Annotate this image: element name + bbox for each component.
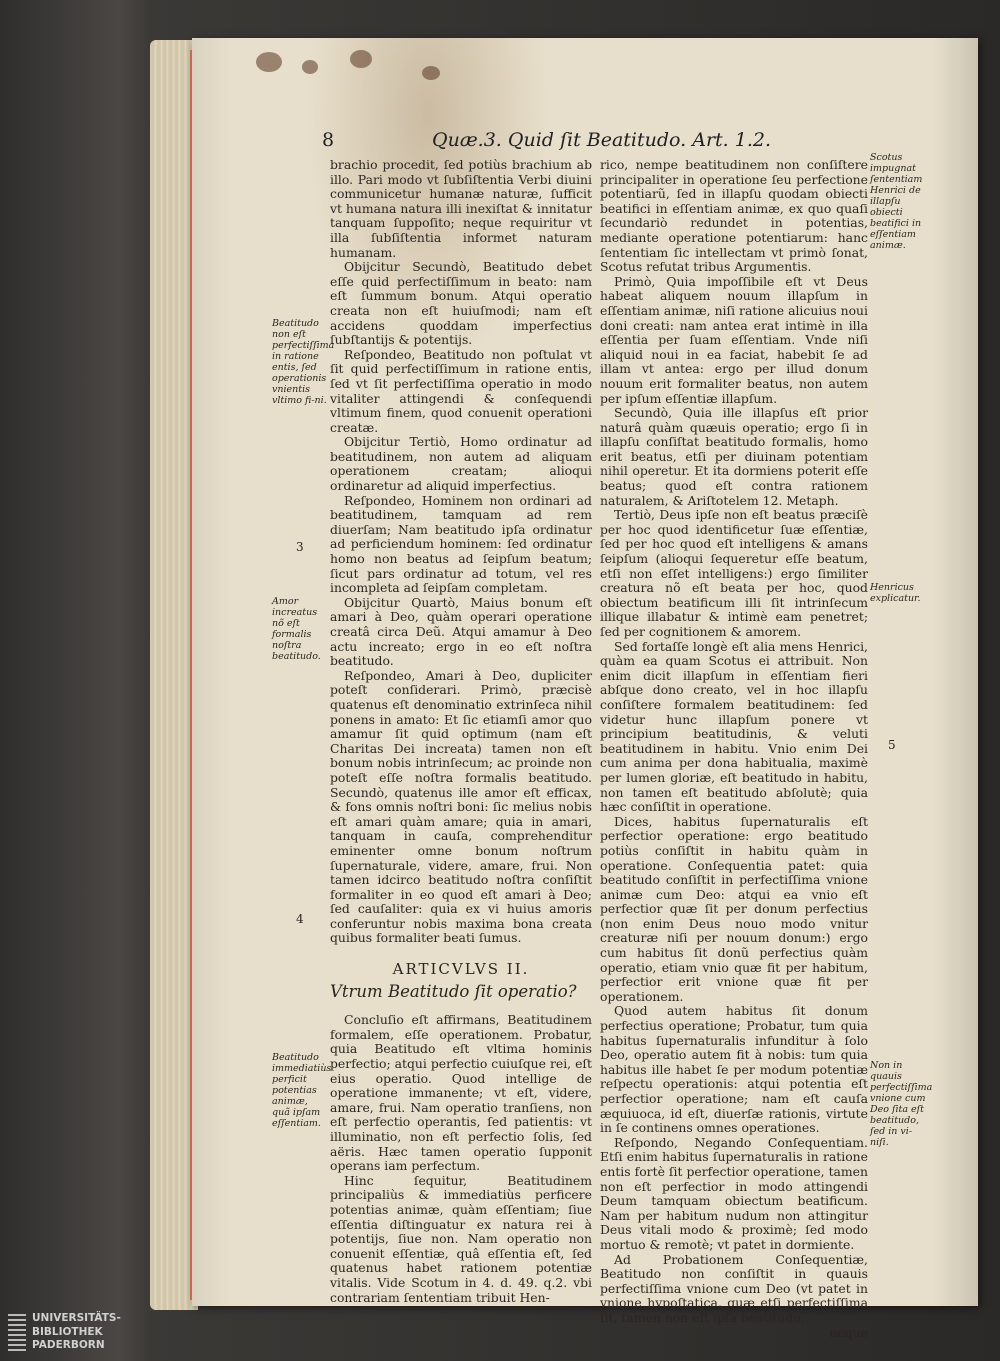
paragraph: Reſpondeo, Amari à Deo, dupliciter poteſt conſiderari. Primò, præcisè quatenus eſt denominatio extrinſeca nihil ponens in amato: Et ſic etiamſi amor quo amamur ſit quid optimum (nam eſt Charitas Dei increata) tamen non eſt bonum nobis intrinſecum; ac proinde non poteſt eſſe noſtra formalis beatitudo. Secundò, quatenus ille amor eſt efficax, & fons omnis noſtri boni: ſic melius nobis eſt amari quàm amare; quia in amari, tanquam in cauſa, comprehenditur eminenter omne bonum noſtrum ſupernaturale, videre, amare, frui. Non tamen idcirco beatitudo noſtra conſiſtit formaliter in eo quod eſt amari à Deo; ſed cauſaliter: quia ex vi huius amoris conferuntur nobis maxima bona creata quibus formaliter beati ſumus. [330,667,592,946]
ink-stain [256,52,282,72]
paragraph: Quod autem habitus ſit donum perfectius operatione; Probatur, tum quia habitus ſupernaturalis infunditur à ſolo Deo, operatio autem fit à nobis: tum quia habitus ille habet ſe per modum potentiæ reſpectu operationis: atqui potentia eſt perfectior operatione; nam eſt cauſa æquiuoca, id eſt, diuerſæ rationis, virtute in ſe continens omnes operationes. [600,1003,868,1136]
paragraph: Dices, habitus ſupernaturalis eſt perfectior operatione: ergo beatitudo potiùs conſiſtit in habitu quàm in operatione. Conſequentia patet: quia beatitudo conſiſtit in perfectiſſima vnione animæ cum Deo: atqui ea vnio eſt perfectior quæ ſit per donum perfectius (non enim Deus nouo modo vnitur creaturæ niſi per nouum donum:) ergo cum habitus ſit donũ perfectius quàm operatio, etiam vnio quæ fit per habitum, perfectior erit vnione quæ fit per operationem. [600,813,868,1004]
page-title: Quæ.3. Quid ſit Beatitudo. Art. 1.2. [432,129,771,151]
library-name-line: BIBLIOTHEK [32,1325,103,1338]
margin-number: 4 [296,912,304,926]
left-column [330,158,592,1305]
library-name-line: PADERBORN [32,1339,105,1351]
paragraph: brachio procedit, ſed potiùs brachium ab illo. Pari modo vt ſubſiſtentia Verbi diuini communicetur humanæ naturæ, ſufficit vt humana natura illi inexiſtat & innitatur tanquam ſuppoſito; neque requiritur vt illa ſubſiſtentia informet naturam humanam. [330,157,592,260]
margin-number: 3 [296,540,304,554]
margin-note-right: Non in quauis perfectiſſima vnione cum Deo ſita eſt beatitudo, ſed in vi-niſi. [870,1060,933,1148]
library-logo-icon [8,1314,26,1354]
paragraph: Reſpondo, Negando Conſequentiam. Etſi enim habitus ſupernaturalis in ratione entis fortè ſit perfectior operatione, tamen non eſt perfectior in modo attingendi Deum tamquam obiectum beatificum. Nam per habitum nudum non attingitur Deus vitali modo & proximè; ſed modo mortuo & remotè; vt patet in dormiente. [600,1134,868,1252]
catchword: neque [829,1324,868,1340]
library-name-line: UNIVERSITÄTS- [32,1312,121,1324]
library-logo [8,1312,148,1357]
red-edge-line [190,50,192,1300]
margin-note-left: Beatitudo non eſt perfectiſſima in ratione entis, ſed operationis vnientis vltimo fi-ni. [272,318,335,406]
margin-note-left: Amor increatus nõ eſt formalis noſtra beatitudo. [272,596,321,662]
margin-note-right: Scotus impugnat ſententiam Henrici de illapſu obiecti beatifici in eſſentiam animæ. [870,152,923,251]
ink-stain [422,66,440,80]
paragraph: Obijcitur Tertiò, Homo ordinatur ad beatitudinem, non autem ad aliquam operationem creatam; alioqui ordinaretur ad aliquid imperfectius. [330,434,592,494]
ink-stain [302,60,318,74]
paragraph: Ad Probationem Conſequentiæ, Beatitudo non conſiſtit in quauis perfectiſſima vnione cum Deo (vt patet in vnione hypoſtatica, quæ etſi perfectiſſima ſit, tamen non eſt ipſa beatitudo; [600,1251,868,1325]
page-number: 8 [322,129,335,151]
paragraph: Secundò, Quia ille illapſus eſt prior naturâ quàm quæuis operatio; ergo ſi in illapſu conſiſtat beatitudo formalis, homo erit beatus, etſi per diuinam potentiam nihil operetur. Et ita dormiens poterit eſſe beatus; quod eſt contra rationem naturalem, & Ariſtotelem 12. Metaph. [600,405,868,508]
margin-number: 5 [888,738,896,752]
paragraph: Reſpondeo, Beatitudo non poſtulat vt ſit quid perfectiſſimum in ratione entis, ſed vt ſit perfectiſſima operatio in modo vitaliter attingendi & conſequendi vltimum finem, quod conuenit operationi creatæ. [330,346,592,435]
running-head [322,129,862,159]
paragraph: Obijcitur Secundò, Beatitudo debet eſſe quid perfectiſſimum in beato: nam eſt ſummum bonum. Atqui operatio creata non eſt huiuſmodi; nam eſt accidens quoddam imperfectius ſubſtantijs & potentijs. [330,259,592,348]
margin-note-left: Beatitudo immediatiùs perficit potentias animæ, quã ipſam eſſentiam. [272,1052,332,1129]
paragraph: Obijcitur Quartò, Maius bonum eſt amari à Deo, quàm operari operatione creatâ circa Deũ. Atqui amamur à Deo actu increato; ergo in eo eſt noſtra beatitudo. [330,594,592,669]
paragraph: Reſpondeo, Hominem non ordinari ad beatitudinem, tamquam ad rem diuerſam; Nam beatitudo ipſa ordinatur ad perficiendum hominem: ſed ordinatur homo non beatus ad ſeipſum beatum; ſicut pars ordinatur ad totum, vel res incompleta ad ſeipſam completam. [330,492,592,596]
ink-stain [350,50,372,68]
paragraph: Primò, Quia impoſſibile eſt vt Deus habeat aliquem nouum illapſum in eſſentiam animæ, niſi ratione alicuius noui doni creati: nam antea erat intimè in illa eſſentia per ſuam eſſentiam. Vnde niſi aliquid noui in ea faciat, habebit ſe ad illam vt antea: ergo per illud donum nouum erit formaliter beatus, non autem per ipſum eſſentiæ illapſum. [600,273,868,406]
paragraph: rico, nempe beatitudinem non conſiſtere principaliter in operatione ſeu perfectione potentiarũ, ſed in illapſu quodam obiecti beatifici in eſſentiam animæ, ex quo quaſi ſecundariò redundet in potentias, mediante operatione potentiarum: hanc ſententiam ſic intellectam vt primò ſonat, Scotus refutat tribus Argumentis. [600,157,868,275]
library-name [32,1312,121,1353]
article-heading: ARTICVLVS II. [392,960,530,979]
paragraph: Sed fortaſſe longè eſt alia mens Henrici, quàm ea quam Scotus ei attribuit. Non enim dicit illapſum in eſſentiam fieri abſque dono creato, vel in hoc illapſu conſiſtere formalem beatitudinem: ſed videtur hunc illapſum ponere vt principium beatitudinis, & veluti beatitudinem in habitu. Vnio enim Dei cum anima per dona habitualia, maximè per lumen gloriæ, eſt beatitudo in habitu, non tamen eſt beatitudo abſolutè; quia hæc conſiſtit in operatione. [600,638,868,815]
paragraph: Hinc ſequitur, Beatitudinem principaliùs & immediatiùs perficere potentias animæ, quàm eſſentiam; ſiue eſſentia diſtinguatur ex natura rei à potentijs, ſiue non. Nam operatio non conuenit eſſentiæ, quâ eſſentia eſt, ſed quatenus habet rationem potentiæ vitalis. Vide Scotum in 4. d. 49. q.2. vbi contrariam ſententiam tribuit Hen- [330,1172,592,1305]
paragraph: Tertiò, Deus ipſe non eſt beatus præciſè per hoc quod identificetur ſuæ eſſentiæ, ſed per hoc quod eſt intelligens & amans ſeipſum (alioqui ſequeretur eſſe beatum, etſi non eſſet intelligens:) ergo ſimiliter creatura nõ eſt beata per hoc, quod obiectum beatificum illi ſit intrinſecum illique illabatur & intimè eam penetret; ſed per cognitionem & amorem. [600,507,868,639]
paragraph: Concluſio eſt affirmans, Beatitudinem formalem, eſſe operationem. Probatur, quia Beatitudo eſt vltima hominis perfectio; atqui perfectio cuiuſque rei, eſt eius operatio. Quod intellige de operatione immanente; vt eſt, videre, amare, frui. Nam operatio tranſiens, non eſt perfectio operantis, ſed patientis: vt illuminatio, non eſt perfectio ſolis, ſed aëris. Hæc tamen operatio ſupponit operans iam perfectum. [330,1012,592,1174]
margin-note-right: Henricus explicatur. [870,582,921,604]
right-column [600,158,868,1340]
article-question: Vtrum Beatitudo ſit operatio? [330,981,577,1001]
